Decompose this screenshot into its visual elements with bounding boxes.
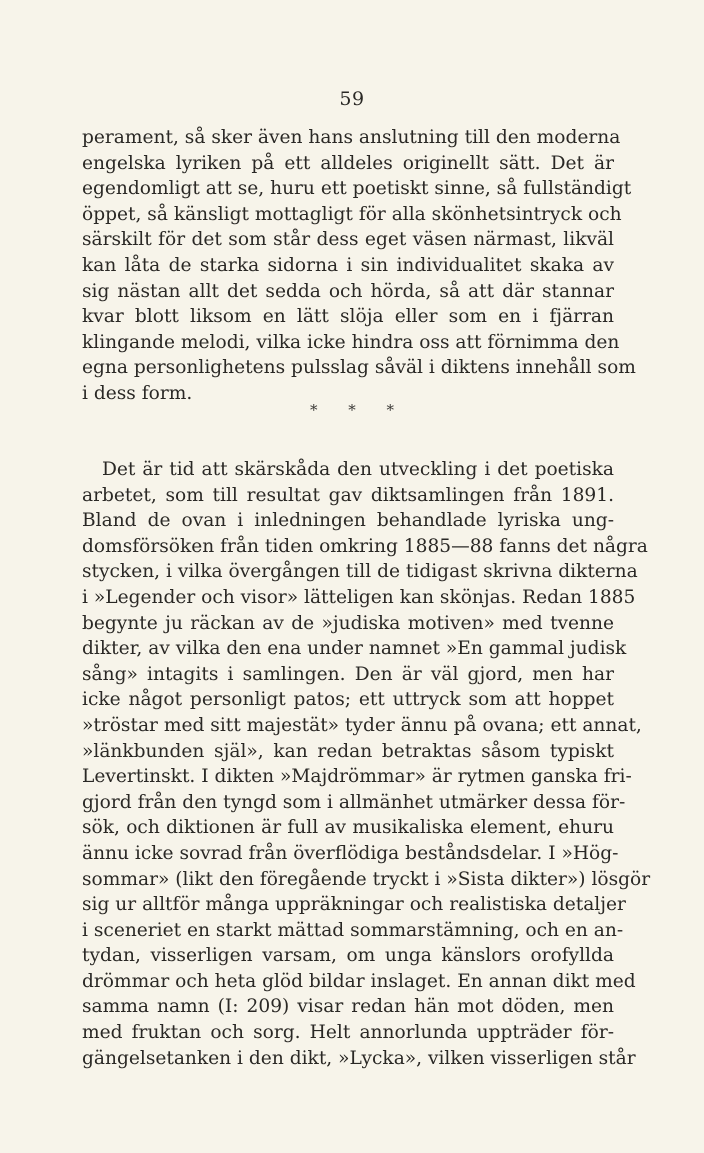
text-line: sång» intagits i samlingen. Den är väl gjord, men har [82, 663, 614, 685]
text-line: samma namn (I: 209) visar redan hän mot döden, men [82, 996, 614, 1018]
text-line: i »Legender och visor» lätteligen kan skönjas. Redan 1885 [82, 586, 636, 608]
text-line: domsförsöken från tiden omkring 1885—88 fanns det några [82, 535, 648, 557]
paragraph-1 [82, 125, 636, 407]
paragraph-2 [82, 457, 651, 1071]
text-line: klingande melodi, vilka icke hindra oss att förnimma den [82, 331, 620, 353]
text-line: med fruktan och sorg. Helt annorlunda uppträder för- [82, 1022, 614, 1044]
text-line: begynte ju räckan av de »judiska motiven» med tvenne [82, 612, 614, 634]
text-line: tydan, visserligen varsam, om unga känslors orofyllda [82, 945, 614, 967]
text-line: engelska lyriken på ett alldeles originellt sätt. Det är [82, 152, 614, 174]
text-line: sök, och diktionen är full av musikaliska element, ehuru [82, 817, 614, 839]
text-line: sig nästan allt det sedda och hörda, så att där stannar [82, 280, 614, 302]
text-line: stycken, i vilka övergången till de tidigast skrivna dikterna [82, 561, 638, 583]
text-line: kvar blott liksom en lätt slöja eller som en i fjärran [82, 306, 614, 328]
text-line: Levertinskt. I dikten »Majdrömmar» är rytmen ganska fri- [82, 766, 632, 788]
text-line: icke något personligt patos; ett uttryck som att hoppet [82, 689, 614, 711]
text-line: särskilt för det som står dess eget väsen närmast, likväl [82, 229, 614, 251]
page-number: 59 [339, 88, 365, 110]
text-line: kan låta de starka sidorna i sin individualitet skaka av [82, 254, 614, 276]
text-line: i sceneriet en starkt mättad sommarstämning, och en an- [82, 919, 624, 941]
text-line: gjord från den tyngd som i allmänhet utmärker dessa för- [82, 791, 626, 813]
text-line: »länkbunden själ», kan redan betraktas såsom typiskt [82, 740, 614, 762]
text-line: Bland de ovan i inledningen behandlade lyriska ung- [82, 510, 614, 532]
text-line: gängelsetanken i den dikt, »Lycka», vilken visserligen står [82, 1047, 636, 1069]
text-line: sig ur alltför många uppräkningar och realistiska detaljer [82, 894, 626, 916]
text-line: »tröstar med sitt majestät» tyder ännu på ovana; ett annat, [82, 714, 642, 736]
section-divider: * * * [309, 401, 395, 419]
text-line: sommar» (likt den föregående tryckt i »Sista dikter») lösgör [82, 868, 651, 890]
text-line: perament, så sker även hans anslutning till den moderna [82, 127, 621, 148]
text-line: öppet, så känsligt mottagligt för alla skönhetsintryck och [82, 203, 622, 225]
text-line: egendomligt att se, huru ett poetiskt sinne, så fullständigt [82, 178, 632, 200]
text-line: arbetet, som till resultat gav diktsamlingen från 1891. [82, 484, 614, 506]
text-line: i dess form. [82, 382, 193, 404]
text-line: egna personlighetens pulsslag såväl i diktens innehåll som [82, 357, 636, 379]
text-line: Det är tid att skärskåda den utveckling i det poetiska [102, 459, 614, 480]
text-line: ännu icke sovrad från överflödiga beståndsdelar. I »Hög- [82, 842, 619, 864]
text-line: drömmar och heta glöd bildar inslaget. En annan dikt med [82, 970, 636, 992]
text-line: dikter, av vilka den ena under namnet »En gammal judisk [82, 638, 627, 660]
